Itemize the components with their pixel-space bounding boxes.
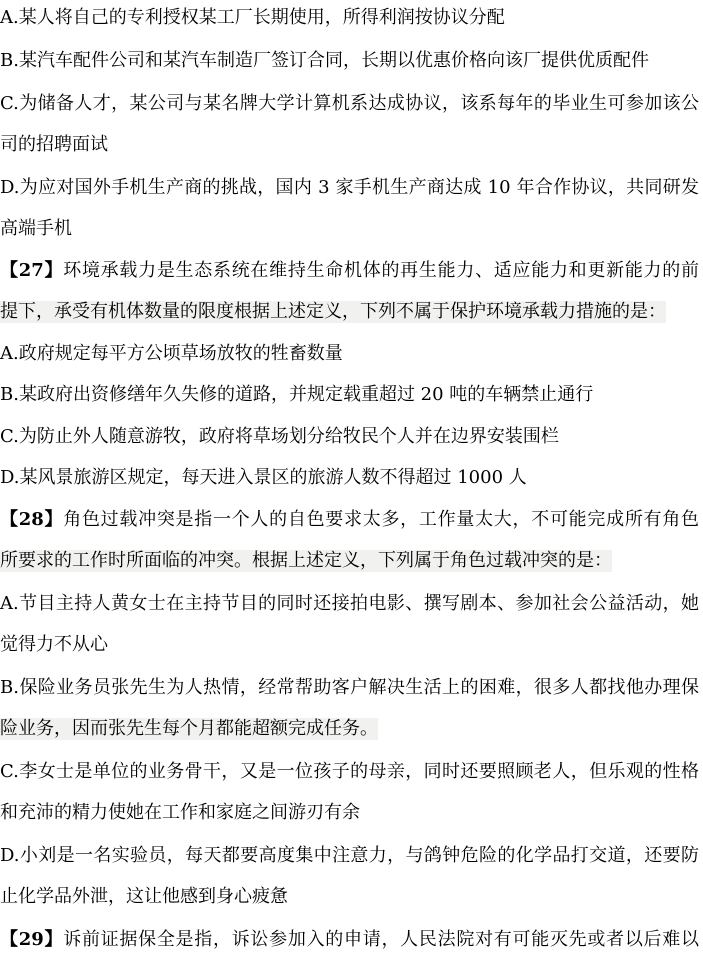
q26-option-a: A.某人将自己的专利授权某工厂长期使用，所得利润按协议分配	[0, 7, 505, 28]
q27-option-c: C.为防止外人随意游牧，政府将草场划分给牧民个人并在边界安装围栏	[0, 426, 559, 447]
q26-option-c-line1: C.为储备人才，某公司与某名牌大学计算机系达成协议，该系每年的毕业生可参加该公	[0, 93, 699, 114]
q28-option-c-line2: 和充沛的精力使她在工作和家庭之间游刃有余	[0, 802, 360, 823]
q27-option-d: D.某风景旅游区规定，每天进入景区的旅游人数不得超过 1000 人	[0, 467, 527, 488]
q28-option-b-line2	[0, 718, 703, 740]
q28-option-b-text2: 险业务，因而张先生每个月都能超额完成任务。	[0, 718, 378, 739]
q27-option-b: B.某政府出资修缮年久失修的道路，并规定载重超过 20 吨的车辆禁止通行	[0, 384, 594, 405]
q29-stem-line1	[0, 929, 699, 951]
q28-number: 【28】	[0, 509, 64, 530]
q28-option-a-line1: A.节目主持人黄女士在主持节目的同时还接拍电影、撰写剧本、参加社会公益活动，她	[0, 593, 699, 614]
q28-option-d-line2: 止化学品外泄，这让他感到身心疲惫	[0, 886, 288, 907]
q28-stem-line2	[0, 550, 703, 572]
q26-option-c-line2: 司的招聘面试	[0, 134, 108, 155]
q27-stem-line2	[0, 301, 703, 323]
q27-stem-line1	[0, 260, 699, 282]
q28-option-a-line2: 觉得力不从心	[0, 634, 108, 655]
q29-stem-text1: 诉前证据保全是指，诉讼参加入的申请，人民法院对有可能灭先或者以后难以	[63, 929, 699, 950]
q28-option-b-line1: B.保险业务员张先生为人热情，经常帮助客户解决生活上的困难，很多人都找他办理保	[0, 677, 699, 698]
q26-option-b: B.某汽车配件公司和某汽车制造厂签订合同，长期以优惠价格向该厂提供优质配件	[0, 50, 649, 71]
q28-stem-line1	[0, 509, 699, 531]
q27-option-a: A.政府规定每平方公顷草场放牧的牲畜数量	[0, 343, 343, 364]
q27-stem-text2: 提下，承受有机体数量的限度根据上述定义，下列不属于保护环境承载力措施的是：	[0, 301, 666, 322]
q28-stem-text1: 角色过载冲突是指一个人的自色要求太多，工作量太大，不可能完成所有角色	[63, 509, 699, 530]
q27-number: 【27】	[0, 260, 64, 281]
q26-option-d-line1: D.为应对国外手机生产商的挑战，国内 3 家手机生产商达成 10 年合作协议，共同研发	[0, 177, 699, 198]
q28-option-c-line1: C.李女士是单位的业务骨干，又是一位孩子的母亲，同时还要照顾老人，但乐观的性格	[0, 761, 699, 782]
q28-stem-text2: 所要求的工作时所面临的冲突。根据上述定义，下列属于角色过载冲突的是：	[0, 550, 612, 571]
q28-option-d-line1: D.小刘是一名实验员，每天都要高度集中注意力，与鸽钟危险的化学品打交道，还要防	[0, 845, 699, 866]
q29-number: 【29】	[0, 929, 64, 950]
q26-option-d-line2: 高端手机	[0, 218, 72, 239]
q27-stem-text1: 环境承载力是生态系统在维持生命机体的再生能力、适应能力和更新能力的前	[63, 260, 699, 281]
